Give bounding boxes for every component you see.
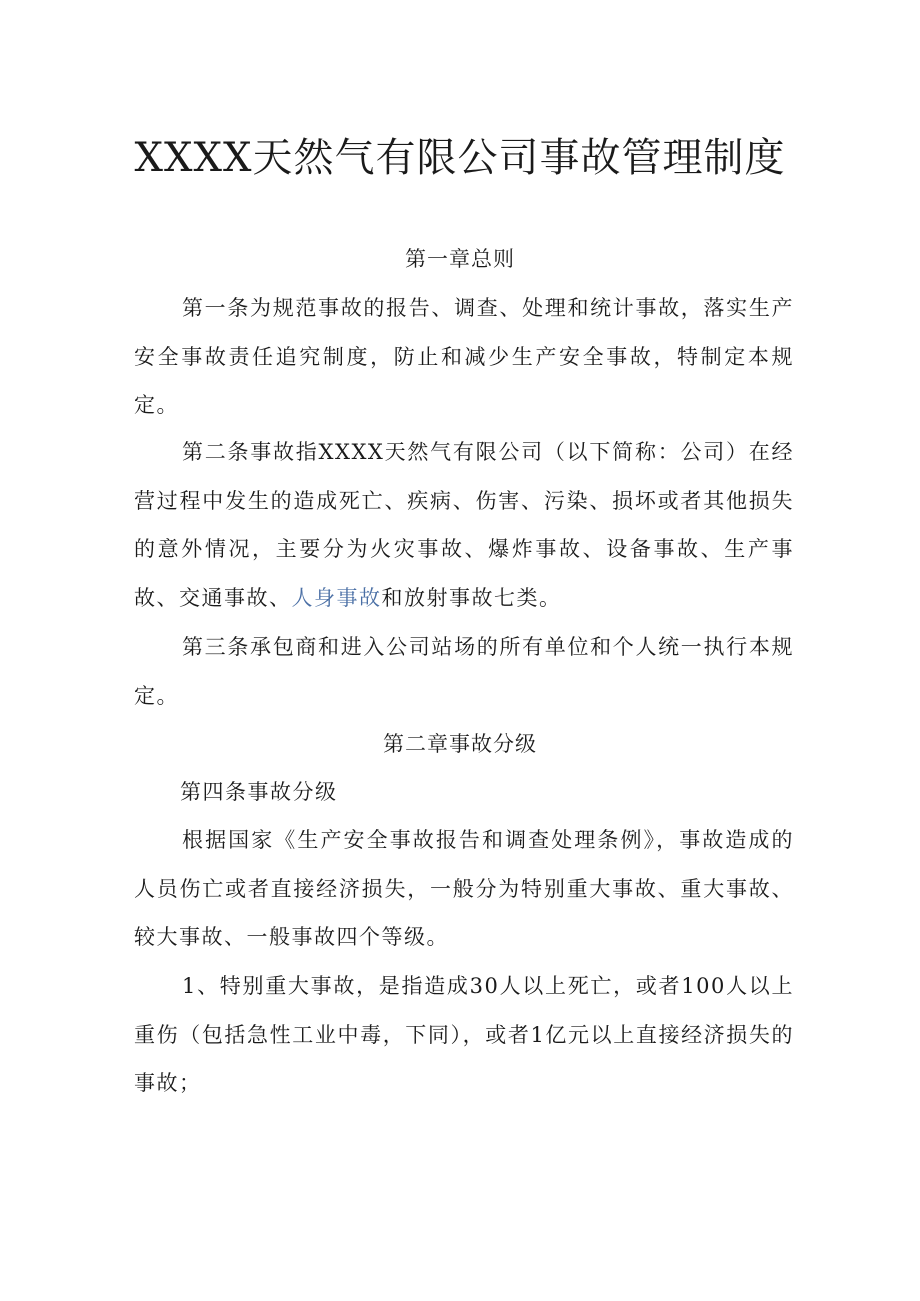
article-1: 第一条为规范事故的报告、调查、处理和统计事故，落实生产安全事故责任追究制度，防止和减少生产安全事故，特制定本规定。 — [134, 296, 794, 417]
chapter-1-heading: 第一章总则 — [405, 247, 515, 271]
article-4-title: 第四条事故分级 — [180, 780, 338, 804]
article-2 — [134, 428, 794, 622]
chapter-2-heading: 第二章事故分级 — [383, 732, 537, 756]
personal-accident-link[interactable]: 人身事故 — [291, 585, 382, 610]
article-2-text-after: 和放射事故七类。 — [381, 585, 562, 610]
article-3: 第三条承包商和进入公司站场的所有单位和个人统一执行本规定。 — [134, 635, 794, 708]
document-title: XXXX天然气有限公司事故管理制度 — [134, 135, 786, 181]
article-4-intro: 根据国家《生产安全事故报告和调查处理条例》，事故造成的人员伤亡或者直接经济损失，一般分为特别重大事故、重大事故、较大事故、一般事故四个等级。 — [134, 828, 794, 949]
article-2-text-before: 第二条事故指XXXX天然气有限公司（以下简称：公司）在经营过程中发生的造成死亡、疾病、伤害、污染、损坏或者其他损失的意外情况，主要分为火灾事故、爆炸事故、设备事故、生产事故、交通事故、 — [134, 440, 794, 610]
article-4-item-1: 1、特别重大事故，是指造成30人以上死亡，或者100人以上重伤（包括急性工业中毒，下同），或者1亿元以上直接经济损失的事故； — [134, 974, 794, 1095]
